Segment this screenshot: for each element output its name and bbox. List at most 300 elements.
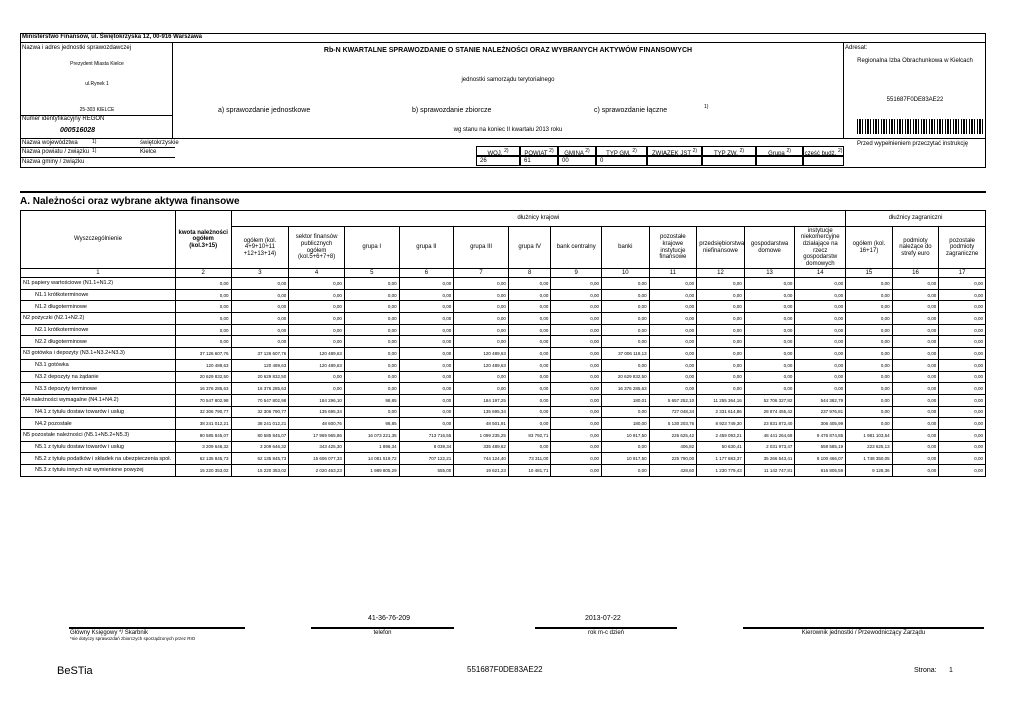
table-cell: 0,00 bbox=[231, 336, 289, 348]
table-cell: 0,00 bbox=[892, 406, 939, 418]
code-value-powiat: 61 bbox=[520, 156, 558, 166]
code-value-typ-gm: 0 bbox=[596, 156, 647, 166]
table-cell: 0,00 bbox=[551, 313, 602, 325]
column-number-row bbox=[21, 269, 986, 278]
table-row bbox=[21, 348, 986, 360]
table-cell: 0,00 bbox=[508, 383, 551, 395]
table-cell: 0,00 bbox=[344, 301, 399, 313]
row-label: N4.2 pozostałe bbox=[21, 418, 176, 430]
table-cell: 0,00 bbox=[551, 336, 602, 348]
code-value-czesc-budz bbox=[803, 156, 844, 166]
col-head-total: kwota należności ogółem (kol.3+15) bbox=[175, 211, 231, 269]
table-cell: 0,00 bbox=[231, 313, 289, 325]
table-cell: 0,00 bbox=[344, 371, 399, 383]
row-label: N5.2 z tytułu podatków i składek na ubezpieczenia społ. bbox=[21, 453, 176, 465]
table-cell: 37 006 118,13 bbox=[602, 348, 650, 360]
table-cell: 135 695,34 bbox=[289, 406, 345, 418]
row-label: N3 gotówka i depozyty (N3.1+N3.2+N3.3) bbox=[21, 348, 176, 360]
unit-street: ul.Rynek 1 bbox=[85, 81, 109, 87]
table-cell: 62 135 845,73 bbox=[175, 453, 231, 465]
table-cell: 20 629 832,50 bbox=[231, 371, 289, 383]
table-cell: 0,00 bbox=[649, 359, 697, 371]
table-cell: 62 135 845,73 bbox=[231, 453, 289, 465]
table-cell: 0,00 bbox=[454, 336, 509, 348]
column-number: 6 bbox=[399, 269, 454, 278]
voivodeship-value: świętokrzyskie bbox=[140, 140, 179, 146]
table-cell: 0,00 bbox=[939, 324, 986, 336]
table-row bbox=[21, 336, 986, 348]
table-cell: 0,00 bbox=[697, 278, 745, 290]
table-cell: 0,00 bbox=[744, 324, 795, 336]
table-cell: 0,00 bbox=[892, 429, 939, 441]
col-head-17: pozostałe podmioty zagraniczne bbox=[939, 227, 986, 269]
regon-label: Numer identyfikacyjny REGON bbox=[22, 116, 105, 122]
date-value: 2013-07-22 bbox=[585, 615, 621, 622]
table-cell: 0,00 bbox=[939, 301, 986, 313]
table-cell: 0,00 bbox=[846, 348, 893, 360]
table-cell: 0,00 bbox=[508, 313, 551, 325]
row-label: N4.1 z tytułu dostaw towarów i usług bbox=[21, 406, 176, 418]
table-cell: 0,00 bbox=[231, 301, 289, 313]
table-cell: 0,00 bbox=[795, 301, 846, 313]
table-cell: 0,00 bbox=[289, 371, 345, 383]
table-cell: 0,00 bbox=[602, 465, 650, 477]
table-row bbox=[21, 371, 986, 383]
table-cell: 120 489,63 bbox=[231, 359, 289, 371]
table-cell: 28 874 455,42 bbox=[744, 406, 795, 418]
table-cell: 2 331 614,86 bbox=[697, 406, 745, 418]
table-cell: 0,00 bbox=[697, 348, 745, 360]
table-cell: 2 020 463,23 bbox=[289, 465, 345, 477]
table-cell: 0,00 bbox=[175, 336, 231, 348]
table-cell: 0,00 bbox=[744, 313, 795, 325]
table-cell: 0,00 bbox=[399, 313, 454, 325]
table-cell: 0,00 bbox=[289, 278, 345, 290]
table-cell: 0,00 bbox=[551, 359, 602, 371]
table-cell: 120 489,63 bbox=[175, 359, 231, 371]
table-cell: 0,00 bbox=[344, 278, 399, 290]
code-value-zwiazek bbox=[647, 156, 702, 166]
row-label: N5 pozostałe należności (N5.1+N5.2+N5.3) bbox=[21, 429, 176, 441]
table-cell: 0,00 bbox=[344, 359, 399, 371]
table-cell: 0,00 bbox=[508, 418, 551, 430]
table-cell: 0,00 bbox=[697, 301, 745, 313]
row-label: N2.1 krótkoterminowe bbox=[21, 324, 176, 336]
table-cell: 0,00 bbox=[892, 465, 939, 477]
table-cell: 0,00 bbox=[551, 371, 602, 383]
table-cell: 0,00 bbox=[344, 324, 399, 336]
table-cell: 0,00 bbox=[649, 289, 697, 301]
table-cell: 0,00 bbox=[892, 359, 939, 371]
table-cell: 0,00 bbox=[649, 371, 697, 383]
chief-accountant-note: *nie dotyczy sprawozdań zbiorczych sporządzonych przez RIO bbox=[70, 636, 196, 641]
table-cell: 0,00 bbox=[744, 383, 795, 395]
table-cell: 544 382,79 bbox=[795, 394, 846, 406]
table-cell: 0,00 bbox=[508, 289, 551, 301]
col-head-4: sektor finansów publicznych ogółem (kol.5+6+7+8) bbox=[289, 227, 345, 269]
table-cell: 15 220 353,02 bbox=[175, 465, 231, 477]
table-cell: 0,00 bbox=[551, 465, 602, 477]
col-head-8: grupa IV bbox=[508, 227, 551, 269]
signature-line-left bbox=[69, 627, 245, 629]
table-cell: 8 100 466,07 bbox=[795, 453, 846, 465]
code-value-typ-zw bbox=[702, 156, 756, 166]
code-value-woj: 26 bbox=[476, 156, 520, 166]
table-cell: 5 130 203,76 bbox=[649, 418, 697, 430]
table-cell: 0,00 bbox=[697, 383, 745, 395]
table-cell: 0,00 bbox=[551, 418, 602, 430]
table-cell: 0,00 bbox=[344, 313, 399, 325]
table-cell: 70 547 802,98 bbox=[231, 394, 289, 406]
table-cell: 0,00 bbox=[846, 418, 893, 430]
table-cell: 3 209 646,32 bbox=[231, 441, 289, 453]
table-cell: 0,00 bbox=[892, 278, 939, 290]
column-number: 11 bbox=[649, 269, 697, 278]
table-cell: 0,00 bbox=[939, 371, 986, 383]
col-group-foreign: dłużnicy zagraniczni bbox=[846, 211, 986, 227]
table-cell: 0,00 bbox=[551, 453, 602, 465]
table-cell: 0,00 bbox=[175, 313, 231, 325]
location-row-line bbox=[20, 157, 175, 158]
column-number: 12 bbox=[697, 269, 745, 278]
reporting-period: wg stanu na koniec II kwartału 2013 roku bbox=[453, 127, 563, 133]
table-cell: 0,00 bbox=[602, 313, 650, 325]
table-cell: 0,00 bbox=[892, 313, 939, 325]
table-cell: 11 255 364,16 bbox=[697, 394, 745, 406]
ministry-address: Ministerstwo Finansów, ul. Świętokrzyska 12, 00-916 Warszawa bbox=[22, 34, 202, 40]
table-cell: 1 989 805,29 bbox=[344, 465, 399, 477]
table-cell: 0,00 bbox=[744, 289, 795, 301]
column-number: 15 bbox=[846, 269, 893, 278]
table-cell: 32 306 790,77 bbox=[175, 406, 231, 418]
table-cell: 223 625,13 bbox=[846, 441, 893, 453]
col-head-7: grupa III bbox=[454, 227, 509, 269]
table-cell: 559 585,19 bbox=[795, 441, 846, 453]
table-cell: 0,00 bbox=[399, 324, 454, 336]
table-cell: 0,00 bbox=[846, 394, 893, 406]
table-cell: 52 706 327,82 bbox=[744, 394, 795, 406]
table-row bbox=[21, 429, 986, 441]
table-cell: 20 629 832,50 bbox=[602, 371, 650, 383]
table-cell: 0,00 bbox=[551, 289, 602, 301]
row-label: N4 należności wymagalne (N4.1+N4.2) bbox=[21, 394, 176, 406]
phone-value: 41-36-76-209 bbox=[368, 615, 411, 622]
table-cell: 0,00 bbox=[795, 324, 846, 336]
table-cell: 0,00 bbox=[399, 371, 454, 383]
table-cell: 0,00 bbox=[551, 278, 602, 290]
table-cell: 0,00 bbox=[649, 324, 697, 336]
table-cell: 0,00 bbox=[892, 418, 939, 430]
table-cell: 0,00 bbox=[649, 278, 697, 290]
code-label-zwiazek: ZWIĄZEK JST $^{2)}$ bbox=[647, 146, 702, 156]
voivodeship-label: Nazwa województwa bbox=[22, 140, 78, 146]
section-rule bbox=[20, 191, 986, 193]
table-cell: 73 311,00 bbox=[508, 453, 551, 465]
table-cell: 0,00 bbox=[697, 359, 745, 371]
table-cell: 38 241 012,21 bbox=[231, 418, 289, 430]
table-cell: 0,00 bbox=[697, 371, 745, 383]
table-cell: 0,00 bbox=[795, 371, 846, 383]
code-value-grupa bbox=[756, 156, 803, 166]
table-cell: 0,00 bbox=[939, 359, 986, 371]
section-title: A. Należności oraz wybrane aktywa finansowe bbox=[20, 196, 240, 207]
column-number: 3 bbox=[231, 269, 289, 278]
code-label-grupa: Grupa $^{2)}$ bbox=[756, 146, 803, 156]
table-cell: 0,00 bbox=[795, 383, 846, 395]
option-laczne: c) sprawozdanie łączne bbox=[594, 107, 668, 114]
table-cell: 0,00 bbox=[795, 289, 846, 301]
table-cell: 225 790,00 bbox=[649, 453, 697, 465]
left-column-border bbox=[172, 42, 173, 138]
code-label-powiat: POWIAT $^{2)}$ bbox=[520, 146, 558, 156]
receivables-table bbox=[20, 210, 986, 477]
row-label: N5.3 z tytułu innych niż wymienione powyżej bbox=[21, 465, 176, 477]
table-cell: 19 621,23 bbox=[454, 465, 509, 477]
table-cell: 50 630,41 bbox=[697, 441, 745, 453]
table-cell: 0,00 bbox=[892, 348, 939, 360]
table-cell: 0,00 bbox=[508, 348, 551, 360]
table-cell: 9 128,36 bbox=[846, 465, 893, 477]
code-label-czesc-budz: część budż. $^{2)}$ bbox=[804, 148, 843, 157]
option-laczne-note: 1) bbox=[704, 104, 709, 110]
table-cell: 0,00 bbox=[846, 359, 893, 371]
report-title: Rb-N KWARTALNE SPRAWOZDANIE O STANIE NALEŻNOŚCI ORAZ WYBRANYCH AKTYWÓW FINANSOWYCH bbox=[323, 47, 693, 54]
table-cell: 35 266 543,41 bbox=[744, 453, 795, 465]
location-row-line bbox=[20, 147, 175, 148]
table-cell: 0,00 bbox=[939, 418, 986, 430]
table-cell: 0,00 bbox=[399, 359, 454, 371]
table-cell: 406,82 bbox=[649, 441, 697, 453]
table-cell: 727 048,34 bbox=[649, 406, 697, 418]
table-cell: 0,00 bbox=[795, 313, 846, 325]
table-cell: 180,00 bbox=[602, 418, 650, 430]
table-cell: 0,00 bbox=[551, 394, 602, 406]
option-jednostkowe: a) sprawozdanie jednostkowe bbox=[218, 107, 311, 114]
col-head-3: ogółem (kol. 4+9+10+11 +12+13+14) bbox=[231, 227, 289, 269]
column-number: 2 bbox=[175, 269, 231, 278]
table-cell: 0,00 bbox=[744, 371, 795, 383]
column-number: 9 bbox=[551, 269, 602, 278]
col-head-9: bank centralny bbox=[551, 227, 602, 269]
table-cell: 0,00 bbox=[399, 418, 454, 430]
table-cell: 0,00 bbox=[454, 324, 509, 336]
table-cell: 0,00 bbox=[399, 406, 454, 418]
table-cell: 0,00 bbox=[551, 348, 602, 360]
table-cell: 32 306 790,77 bbox=[231, 406, 289, 418]
table-cell: 0,00 bbox=[939, 394, 986, 406]
table-cell: 80 585 845,07 bbox=[231, 429, 289, 441]
table-cell: 0,00 bbox=[399, 336, 454, 348]
row-label: N2 pożyczki (N2.1+N2.2) bbox=[21, 313, 176, 325]
phone-label: telefon bbox=[373, 630, 392, 636]
table-cell: 0,00 bbox=[344, 336, 399, 348]
row-label: N3.1 gotówka bbox=[21, 359, 176, 371]
table-cell: 0,00 bbox=[795, 359, 846, 371]
table-cell: 0,00 bbox=[454, 313, 509, 325]
table-row bbox=[21, 406, 986, 418]
unit-name: Prezydent Miasta Kielce bbox=[70, 61, 124, 67]
option-zbiorcze: b) sprawozdanie zbiorcze bbox=[412, 107, 492, 114]
table-cell: 0,00 bbox=[508, 371, 551, 383]
table-cell: 0,00 bbox=[454, 289, 509, 301]
column-number: 16 bbox=[892, 269, 939, 278]
table-cell: 0,00 bbox=[344, 406, 399, 418]
right-column-border bbox=[843, 42, 844, 138]
table-cell: 0,00 bbox=[551, 429, 602, 441]
table-cell: 14 081 519,72 bbox=[344, 453, 399, 465]
row-label: N2.2 długoterminowe bbox=[21, 336, 176, 348]
table-cell: 0,00 bbox=[508, 394, 551, 406]
table-cell: 120 489,63 bbox=[454, 348, 509, 360]
table-cell: 0,00 bbox=[697, 313, 745, 325]
table-cell: 83 792,71 bbox=[508, 429, 551, 441]
table-cell: 0,00 bbox=[399, 348, 454, 360]
column-number: 13 bbox=[744, 269, 795, 278]
column-number: 5 bbox=[344, 269, 399, 278]
table-cell: 1 981 103,54 bbox=[846, 429, 893, 441]
table-cell: 0,00 bbox=[289, 336, 345, 348]
column-number: 8 bbox=[508, 269, 551, 278]
table-cell: 0,00 bbox=[399, 278, 454, 290]
chief-accountant-label: Główny Księgowy */ Skarbnik bbox=[70, 630, 149, 636]
col-head-12: przedsiębiorstwa niefinansowe bbox=[697, 227, 745, 269]
table-cell: 23 831 872,40 bbox=[744, 418, 795, 430]
column-number: 10 bbox=[602, 269, 650, 278]
table-cell: 3 209 646,32 bbox=[175, 441, 231, 453]
table-cell: 0,00 bbox=[846, 278, 893, 290]
table-cell: 0,00 bbox=[939, 441, 986, 453]
head-of-unit-label: Kierownik jednostki / Przewodniczący Zarządu bbox=[801, 630, 926, 636]
table-cell: 0,00 bbox=[231, 278, 289, 290]
col-head-5: grupa I bbox=[344, 227, 399, 269]
column-number: 4 bbox=[289, 269, 345, 278]
table-cell: 120 489,63 bbox=[289, 348, 345, 360]
report-subtitle: jednostki samorządu terytorialnego bbox=[461, 77, 555, 83]
code-label-woj: WOJ. $^{2)}$ bbox=[476, 146, 520, 156]
table-cell: 0,00 bbox=[846, 289, 893, 301]
table-cell: 0,00 bbox=[744, 301, 795, 313]
table-row bbox=[21, 313, 986, 325]
table-cell: 20 629 832,50 bbox=[175, 371, 231, 383]
table-cell: 0,00 bbox=[939, 383, 986, 395]
phone-line bbox=[311, 627, 454, 629]
table-cell: 0,00 bbox=[175, 301, 231, 313]
table-cell: 0,00 bbox=[744, 359, 795, 371]
table-cell: 0,00 bbox=[649, 336, 697, 348]
table-cell: 0,00 bbox=[508, 324, 551, 336]
table-cell: 0,00 bbox=[602, 406, 650, 418]
table-cell: 0,00 bbox=[602, 359, 650, 371]
county-value: Kielce bbox=[140, 149, 157, 155]
table-cell: 0,00 bbox=[289, 324, 345, 336]
table-cell: 428,60 bbox=[649, 465, 697, 477]
table-cell: 2 031 973,47 bbox=[744, 441, 795, 453]
table-cell: 226 625,42 bbox=[649, 429, 697, 441]
col-head-desc: Wyszczególnienie bbox=[21, 211, 176, 269]
table-cell: 10 481,71 bbox=[508, 465, 551, 477]
table-cell: 8 039,34 bbox=[399, 441, 454, 453]
table-cell: 744 124,40 bbox=[454, 453, 509, 465]
table-cell: 0,00 bbox=[399, 289, 454, 301]
table-cell: 0,00 bbox=[744, 278, 795, 290]
table-cell: 0,00 bbox=[602, 289, 650, 301]
instructions-note: Przed wypełnieniem przeczytać instrukcję bbox=[857, 141, 969, 147]
table-cell: 0,00 bbox=[744, 336, 795, 348]
row-label: N1.2 długoterminowe bbox=[21, 301, 176, 313]
table-cell: 0,00 bbox=[939, 465, 986, 477]
table-cell: 15 606 077,33 bbox=[289, 453, 345, 465]
table-cell: 48 441 264,69 bbox=[744, 429, 795, 441]
table-cell: 5 657 252,10 bbox=[649, 394, 697, 406]
table-cell: 0,00 bbox=[551, 383, 602, 395]
table-cell: 555,00 bbox=[399, 465, 454, 477]
table-cell: 713 716,55 bbox=[399, 429, 454, 441]
date-label: rok m-c dzień bbox=[587, 630, 624, 636]
column-number: 7 bbox=[454, 269, 509, 278]
table-cell: 0,00 bbox=[892, 383, 939, 395]
table-cell: 16 376 285,63 bbox=[231, 383, 289, 395]
table-cell: 0,00 bbox=[795, 348, 846, 360]
table-cell: 135 695,34 bbox=[454, 406, 509, 418]
table-cell: 98,85 bbox=[344, 394, 399, 406]
table-cell: 0,00 bbox=[551, 406, 602, 418]
table-cell: 0,00 bbox=[508, 441, 551, 453]
table-cell: 184 197,25 bbox=[454, 394, 509, 406]
table-cell: 0,00 bbox=[892, 336, 939, 348]
table-cell: 15 220 353,02 bbox=[231, 465, 289, 477]
table-row bbox=[21, 278, 986, 290]
table-cell: 1 177 683,37 bbox=[697, 453, 745, 465]
table-cell: 0,00 bbox=[289, 383, 345, 395]
row-label: N1 papiery wartościowe (N1.1+N1.2) bbox=[21, 278, 176, 290]
table-cell: 0,00 bbox=[551, 441, 602, 453]
table-cell: 0,00 bbox=[175, 289, 231, 301]
date-line bbox=[535, 627, 677, 629]
table-cell: 343 425,30 bbox=[289, 441, 345, 453]
code-label-typ-gm: TYP GM. $^{2)}$ bbox=[596, 146, 647, 156]
table-cell: 0,00 bbox=[508, 406, 551, 418]
table-cell: 707 122,21 bbox=[399, 453, 454, 465]
location-divider bbox=[20, 138, 986, 139]
code-label-gmina: GMINA $^{2)}$ bbox=[558, 146, 596, 156]
table-cell: 37 126 607,76 bbox=[231, 348, 289, 360]
table-cell: 0,00 bbox=[602, 336, 650, 348]
table-cell: 0,00 bbox=[344, 348, 399, 360]
column-number: 14 bbox=[795, 269, 846, 278]
page-number: 1 bbox=[949, 667, 953, 674]
table-cell: 16 376 285,63 bbox=[175, 383, 231, 395]
table-cell: 0,00 bbox=[892, 394, 939, 406]
addressee-label: Adresat: bbox=[845, 45, 868, 51]
col-head-10: banki bbox=[602, 227, 650, 269]
table-cell: 0,00 bbox=[892, 371, 939, 383]
regon-value: 000516028 bbox=[60, 127, 96, 134]
table-row bbox=[21, 418, 986, 430]
table-cell: 306 405,99 bbox=[795, 418, 846, 430]
table-cell: 10 917,50 bbox=[602, 453, 650, 465]
col-group-domestic: dłużnicy krajowi bbox=[231, 211, 846, 227]
county-note: 1) bbox=[92, 148, 97, 154]
table-cell: 0,00 bbox=[649, 383, 697, 395]
table-cell: 0,00 bbox=[231, 324, 289, 336]
table-cell: 237 976,81 bbox=[795, 406, 846, 418]
table-cell: 1 099 235,25 bbox=[454, 429, 509, 441]
table-cell: 0,00 bbox=[697, 289, 745, 301]
barcode-icon bbox=[857, 119, 984, 134]
table-cell: 11 142 747,81 bbox=[744, 465, 795, 477]
table-cell: 0,00 bbox=[602, 278, 650, 290]
table-cell: 0,00 bbox=[846, 371, 893, 383]
